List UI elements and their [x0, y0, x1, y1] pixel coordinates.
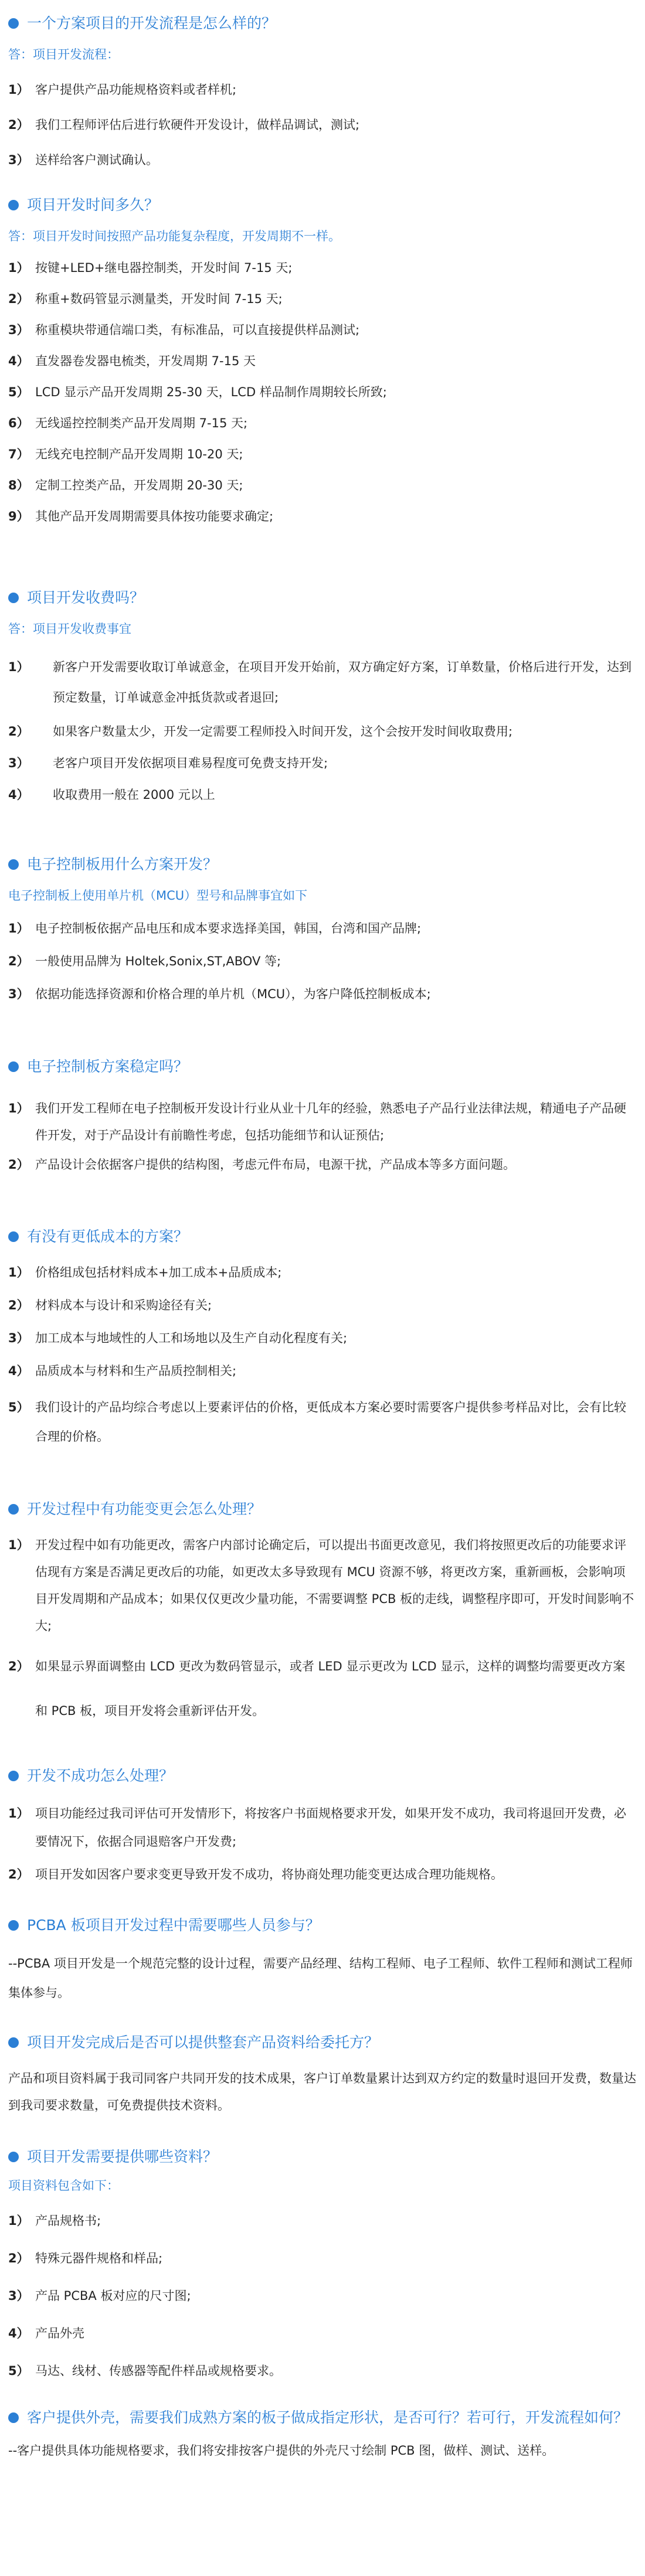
question-heading [0, 2145, 645, 2169]
faq-section-4 [0, 853, 645, 1004]
item-number: 4） [8, 1364, 29, 1378]
item-text: 无线遥控控制类产品开发周期 7-15 天; [35, 416, 248, 430]
list-item [0, 2248, 645, 2268]
question-heading [0, 2406, 645, 2429]
question-heading [0, 193, 645, 217]
question-heading [0, 1498, 645, 1521]
bullet-icon [8, 1771, 19, 1781]
item-number: 4） [8, 354, 29, 368]
question-text: 开发不成功怎么处理？ [27, 1767, 174, 1784]
item-number: 6） [8, 416, 29, 430]
faq-section-6 [0, 1225, 645, 1451]
item-number: 1） [8, 261, 29, 275]
item-text: 特殊元器件规格和样品; [35, 2251, 163, 2265]
item-text: 无线充电控制产品开发周期 10-20 天; [35, 447, 243, 461]
question-text: 开发过程中有功能变更会怎么处理？ [27, 1500, 262, 1517]
list-item [0, 1151, 645, 1178]
list-item [0, 382, 645, 402]
faq-section-5 [0, 1055, 645, 1178]
item-number: 2） [8, 1158, 29, 1172]
item-text: 产品外壳 [35, 2326, 84, 2340]
list-item [0, 150, 645, 170]
answer-subheading: 答：项目开发时间按照产品功能复杂程度，开发周期不一样。 [8, 229, 341, 243]
list-item [0, 951, 645, 971]
bullet-icon [8, 2152, 19, 2162]
answer-subheading: 项目资料包含如下： [8, 2179, 119, 2193]
question-text: 项目开发需要提供哪些资料？ [27, 2148, 218, 2165]
item-number: 2） [8, 954, 29, 968]
item-text: LCD 显示产品开发周期 25-30 天，LCD 样品制作周期较长所致; [35, 385, 387, 399]
question-heading [0, 2031, 645, 2054]
item-number: 3） [8, 1331, 29, 1345]
item-text: 收取费用一般在 2000 元以上 [53, 788, 215, 802]
item-number: 1） [8, 83, 29, 97]
item-text: 其他产品开发周期需要具体按功能要求确定; [35, 509, 274, 523]
item-number: 3） [8, 323, 29, 337]
item-text: 一般使用品牌为 Holtek,Sonix,ST,ABOV 等; [35, 954, 281, 968]
bullet-icon [8, 2412, 19, 2423]
item-text: 产品设计会依据客户提供的结构图，考虑元件布局，电源干扰，产品成本等多方面问题。 [35, 1158, 515, 1172]
list-item [0, 320, 645, 340]
item-number: 3） [8, 153, 29, 167]
item-text: 称重模块带通信端口类，有标准品，可以直接提供样品测试; [35, 323, 360, 337]
faq-section-12 [0, 2406, 645, 2461]
item-number: 5） [8, 1400, 29, 1414]
faq-section-11 [0, 2145, 645, 2381]
item-text: 如果显示界面调整由 LCD 更改为数码管显示，或者 LED 显示更改为 LCD 显示，这样的调整均需要更改方案和 PCB 板，项目开发将会重新评估开发。 [35, 1659, 626, 1718]
item-text: 加工成本与地域性的人工和场地以及生产自动化程度有关; [35, 1331, 348, 1345]
list-item [0, 984, 645, 1004]
item-number: 2） [8, 292, 29, 306]
answer-paragraph: --客户提供具体功能规格要求，我们将安排按客户提供的外壳尺寸绘制 PCB 图，做样、测试、送样。 [8, 2444, 555, 2458]
item-text: 我们开发工程师在电子控制板开发设计行业从业十几年的经验，熟悉电子产品行业法律法规，精通电子产品硬件开发，对于产品设计有前瞻性考虑，包括功能细节和认证预估; [35, 1101, 626, 1142]
answer-paragraph: 产品和项目资料属于我司同客户共同开发的技术成果，客户订单数量累计达到双方约定的数量时退回开发费，数量达到我司要求数量，可免费提供技术资料。 [8, 2071, 636, 2112]
item-text: 老客户项目开发依据项目难易程度可免费支持开发; [53, 756, 328, 770]
item-text: 定制工控类产品，开发周期 20-30 天; [35, 478, 243, 492]
item-number: 5） [8, 2364, 29, 2378]
list-item [0, 413, 645, 433]
item-number: 4） [8, 2326, 29, 2340]
item-number: 2） [8, 1298, 29, 1312]
list-item [0, 652, 645, 713]
item-number: 1） [8, 1806, 29, 1820]
list-item [0, 1361, 645, 1381]
item-text: 依据功能选择资源和价格合理的单片机（MCU），为客户降低控制板成本; [35, 987, 431, 1001]
item-number: 1） [8, 2214, 29, 2228]
question-text: 项目开发时间多久？ [27, 196, 159, 213]
list-item [0, 506, 645, 526]
item-text: 材料成本与设计和采购途径有关; [35, 1298, 212, 1312]
list-item [0, 1532, 645, 1639]
question-text: 电子控制板方案稳定吗？ [27, 1058, 189, 1075]
list-item [0, 80, 645, 100]
list-item [0, 115, 645, 135]
answer-paragraph: --PCBA 项目开发是一个规范完整的设计过程，需要产品经理、结构工程师、电子工程师、软件工程师和测试工程师集体参与。 [8, 1956, 633, 2000]
list-item [0, 475, 645, 495]
question-heading [0, 853, 645, 876]
item-number: 4） [8, 788, 29, 802]
list-item [0, 351, 645, 371]
answer-subheading: 电子控制板上使用单片机（MCU）型号和品牌事宜如下 [8, 889, 308, 903]
bullet-icon [8, 1061, 19, 1072]
list-item [0, 289, 645, 309]
item-number: 5） [8, 385, 29, 399]
item-number: 1） [8, 1265, 29, 1280]
item-text: 新客户开发需要收取订单诚意金，在项目开发开始前，双方确定好方案，订单数量，价格后进行开发，达到预定数量，订单诚意金冲抵货款或者退回; [53, 660, 632, 705]
bullet-icon [8, 593, 19, 603]
item-number: 1） [8, 1101, 29, 1115]
item-number: 2） [8, 2251, 29, 2265]
item-number: 9） [8, 509, 29, 523]
faq-section-1 [0, 12, 645, 170]
bullet-icon [8, 1231, 19, 1242]
item-text: 电子控制板依据产品电压和成本要求选择美国，韩国，台湾和国产品牌; [35, 921, 422, 935]
list-item [0, 2361, 645, 2381]
item-text: 我们设计的产品均综合考虑以上要素评估的价格，更低成本方案必要时需要客户提供参考样品对比，会有比较合理的价格。 [35, 1400, 626, 1444]
question-text: 项目开发收费吗？ [27, 589, 145, 606]
item-text: 马达、线材、传感器等配件样品或规格要求。 [35, 2364, 281, 2378]
item-number: 2） [8, 1659, 29, 1673]
item-text: 如果客户数量太少，开发一定需要工程师投入时间开发，这个会按开发时间收取费用; [53, 724, 513, 739]
faq-section-9 [0, 1914, 645, 2007]
list-item [0, 444, 645, 464]
list-item [0, 2323, 645, 2343]
item-text: 项目功能经过我司评估可开发情形下，将按客户书面规格要求开发，如果开发不成功，我司将退回开发费，必要情况下，依据合同退赔客户开发费; [35, 1806, 626, 1849]
item-number: 3） [8, 987, 29, 1001]
item-text: 直发器卷发器电梳类，开发周期 7-15 天 [35, 354, 256, 368]
question-heading [0, 1055, 645, 1078]
question-text: 客户提供外壳，需要我们成熟方案的板子做成指定形状，是否可行？若可行，开发流程如何？ [27, 2409, 629, 2426]
item-text: 项目开发如因客户要求变更导致开发不成功，将协商处理功能变更达成合理功能规格。 [35, 1867, 503, 1881]
bullet-icon [8, 859, 19, 870]
list-item [0, 258, 645, 278]
item-number: 3） [8, 756, 29, 770]
question-heading [0, 1225, 645, 1248]
item-number: 1） [8, 660, 29, 674]
list-item [0, 918, 645, 938]
bullet-icon [8, 200, 19, 210]
item-number: 7） [8, 447, 29, 461]
item-text: 我们工程师评估后进行软硬件开发设计，做样品调试，测试; [35, 118, 360, 132]
question-text: 一个方案项目的开发流程是怎么样的？ [27, 15, 277, 32]
item-text: 产品 PCBA 板对应的尺寸图; [35, 2289, 191, 2303]
bullet-icon [8, 18, 19, 29]
list-item [0, 1393, 645, 1451]
faq-section-10 [0, 2031, 645, 2119]
item-text: 称重+数码管显示测量类，开发时间 7-15 天; [35, 292, 283, 306]
question-heading [0, 1764, 645, 1788]
item-text: 品质成本与材料和生产品质控制相关; [35, 1364, 237, 1378]
item-text: 按键+LED+继电器控制类，开发时间 7-15 天; [35, 261, 293, 275]
item-number: 3） [8, 2289, 29, 2303]
item-number: 8） [8, 478, 29, 492]
question-text: 电子控制板用什么方案开发？ [27, 856, 218, 873]
question-text: 项目开发完成后是否可以提供整套产品资料给委托方？ [27, 2034, 379, 2051]
list-item [0, 1095, 645, 1149]
faq-section-3 [0, 586, 645, 808]
list-item [0, 1295, 645, 1315]
question-text: PCBA 板项目开发过程中需要哪些人员参与？ [27, 1917, 320, 1934]
item-number: 2） [8, 724, 29, 739]
item-text: 价格组成包括材料成本+加工成本+品质成本; [35, 1265, 282, 1280]
item-text: 产品规格书; [35, 2214, 101, 2228]
question-heading [0, 12, 645, 35]
item-number: 2） [8, 1867, 29, 1881]
item-text: 客户提供产品功能规格资料或者样机; [35, 83, 237, 97]
question-heading [0, 1914, 645, 1937]
item-number: 1） [8, 1538, 29, 1552]
item-text: 送样给客户测试确认。 [35, 153, 158, 167]
list-item [0, 1328, 645, 1348]
list-item [0, 2286, 645, 2306]
faq-section-2 [0, 193, 645, 526]
list-item [0, 1644, 645, 1733]
item-number: 1） [8, 921, 29, 935]
question-heading [0, 586, 645, 610]
list-item [0, 719, 645, 744]
list-item [0, 2211, 645, 2231]
item-number: 2） [8, 118, 29, 132]
list-item [0, 1799, 645, 1856]
faq-section-7 [0, 1498, 645, 1733]
question-text: 有没有更低成本的方案？ [27, 1228, 189, 1245]
answer-subheading: 答：项目开发流程： [8, 47, 119, 62]
faq-section-8 [0, 1764, 645, 1888]
bullet-icon [8, 1504, 19, 1515]
item-text: 开发过程中如有功能更改，需客户内部讨论确定后，可以提出书面更改意见，我们将按照更改后的功能要求评估现有方案是否满足更改后的功能，如更改太多导致现有 MCU 资源不够，将更改方案，重新画板，会影响项目开发周期和产品成本；如果仅仅更改少量功能，不需要调整 PCB 板的走线，调整程序即可，开发时间影响不大; [35, 1538, 634, 1633]
list-item [0, 782, 645, 808]
list-item [0, 1860, 645, 1888]
list-item [0, 1263, 645, 1282]
list-item [0, 750, 645, 776]
bullet-icon [8, 2037, 19, 2048]
answer-subheading: 答：项目开发收费事宜 [8, 622, 131, 636]
bullet-icon [8, 1920, 19, 1931]
